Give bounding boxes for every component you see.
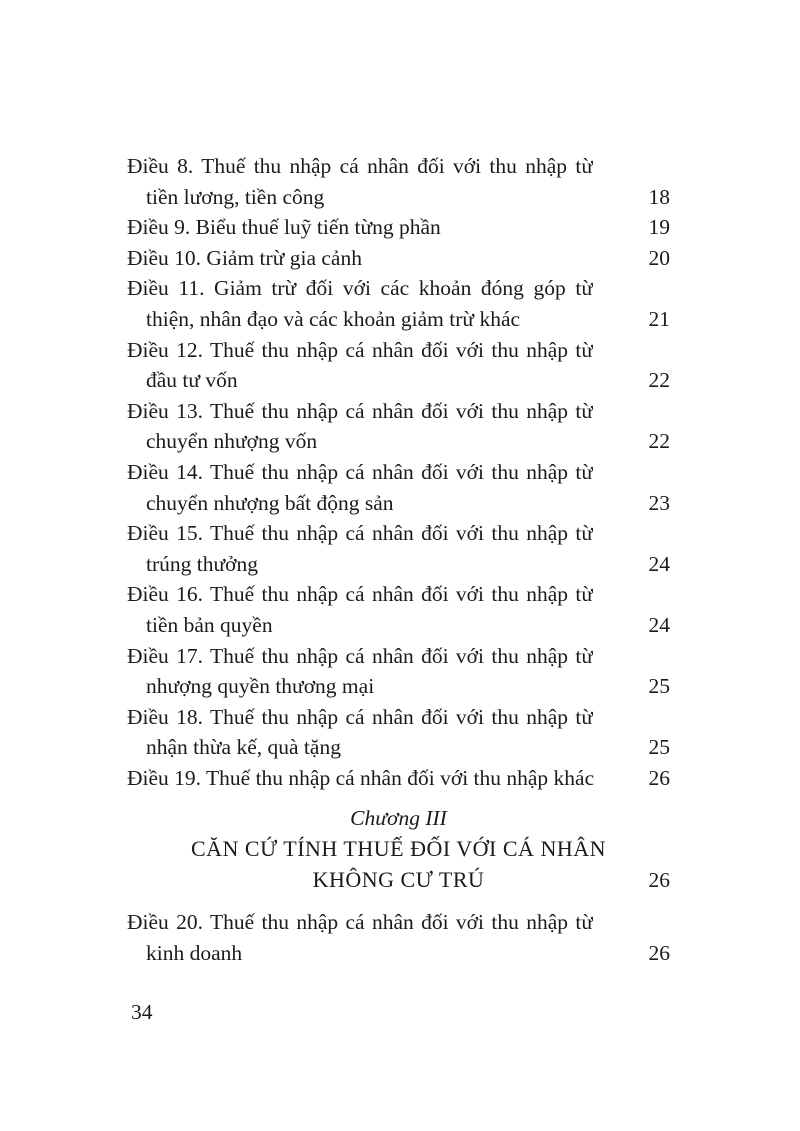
- chapter-heading: [127, 803, 670, 895]
- toc-entry-last-line: [127, 212, 670, 243]
- page-number: 26: [648, 765, 670, 790]
- toc-entry: [127, 907, 670, 968]
- toc-entries-before-chapter: [127, 151, 670, 793]
- page-number: 21: [648, 306, 670, 331]
- toc-entries-after-chapter: [127, 907, 670, 968]
- page-number: 23: [648, 490, 670, 515]
- toc-entry-continuation: chuyển nhượng vốn: [146, 429, 318, 454]
- page-number: 25: [648, 735, 670, 760]
- toc-entry-continuation: nhận thừa kế, quà tặng: [146, 735, 341, 760]
- page-number: 22: [648, 368, 670, 393]
- chapter-title-line1: CĂN CỨ TÍNH THUẾ ĐỐI VỚI CÁ NHÂN: [190, 836, 606, 862]
- toc-entry-last-line: [127, 182, 670, 213]
- chapter-label: Chương III: [350, 806, 447, 831]
- toc-entry-last-line: [127, 549, 670, 580]
- toc-entry: [127, 702, 670, 763]
- toc-entry-title-line: Điều 9. Biểu thuế luỹ tiến từng phần: [127, 215, 441, 240]
- toc-entry-title-line: Điều 11. Giảm trừ đối với các khoản đóng góp từ: [127, 276, 593, 301]
- toc-entry-continuation: nhượng quyền thương mại: [146, 674, 375, 699]
- toc-entry-title-line: Điều 15. Thuế thu nhập cá nhân đối với thu nhập từ: [127, 521, 593, 546]
- toc-entry-last-line: [127, 763, 670, 794]
- chapter-title-row: [127, 865, 670, 896]
- toc-entry: [127, 396, 670, 457]
- toc-entry: [127, 243, 670, 274]
- toc-entry-continuation: trúng thưởng: [146, 551, 259, 576]
- page-number: 18: [648, 184, 670, 209]
- toc-entry: [127, 212, 670, 243]
- toc-entry-title-line: Điều 19. Thuế thu nhập cá nhân đối với thu nhập khác: [127, 765, 595, 790]
- toc-entry-continuation: thiện, nhân đạo và các khoản giảm trừ khác: [146, 306, 521, 331]
- toc-entry-continuation: tiền lương, tiền công: [146, 184, 325, 209]
- toc-entry-title-line: Điều 18. Thuế thu nhập cá nhân đối với thu nhập từ: [127, 704, 593, 729]
- page-number: 20: [648, 245, 670, 270]
- toc-entry: [127, 763, 670, 794]
- toc-entry-last-line: [127, 732, 670, 763]
- toc-entry: [127, 457, 670, 518]
- toc-entry-title-line: Điều 17. Thuế thu nhập cá nhân đối với thu nhập từ: [127, 643, 593, 668]
- page-number: 24: [648, 551, 670, 576]
- toc-entry-title-line: Điều 8. Thuế thu nhập cá nhân đối với thu nhập từ: [127, 154, 593, 178]
- toc-entry-title-line: Điều 16. Thuế thu nhập cá nhân đối với thu nhập từ: [127, 582, 593, 607]
- table-of-contents: [127, 151, 670, 968]
- page-number: 22: [648, 429, 670, 454]
- page-number: 24: [648, 612, 670, 637]
- toc-entry: [127, 641, 670, 702]
- toc-entry: [127, 273, 670, 334]
- toc-entry-last-line: [127, 365, 670, 396]
- toc-entry-title-line: Điều 10. Giảm trừ gia cảnh: [127, 245, 362, 270]
- toc-entry-title-line: Điều 12. Thuế thu nhập cá nhân đối với thu nhập từ: [127, 337, 593, 362]
- toc-entry-continuation: chuyển nhượng bất động sản: [146, 490, 394, 515]
- toc-entry-last-line: [127, 671, 670, 702]
- folio-page-number: 34: [131, 1000, 153, 1024]
- toc-entry-title-line: Điều 20. Thuế thu nhập cá nhân đối với thu nhập từ: [127, 910, 593, 935]
- toc-entry-last-line: [127, 426, 670, 457]
- chapter-page-number: 26: [648, 867, 670, 892]
- toc-entry-title-line: Điều 14. Thuế thu nhập cá nhân đối với thu nhập từ: [127, 459, 593, 484]
- toc-entry-last-line: [127, 488, 670, 519]
- toc-entry-last-line: [127, 243, 670, 274]
- toc-entry-title-line: Điều 13. Thuế thu nhập cá nhân đối với thu nhập từ: [127, 398, 593, 423]
- page-number: 19: [648, 215, 670, 240]
- page-number: 26: [648, 940, 670, 965]
- toc-entry-continuation: đầu tư vốn: [146, 368, 238, 393]
- toc-entry-last-line: [127, 304, 670, 335]
- toc-entry-continuation: tiền bản quyền: [146, 612, 273, 637]
- page-number: 25: [648, 674, 670, 699]
- toc-entry: [127, 335, 670, 396]
- toc-entry: [127, 579, 670, 640]
- toc-entry-last-line: [127, 610, 670, 641]
- toc-entry: [127, 151, 670, 212]
- toc-entry: [127, 518, 670, 579]
- toc-entry-last-line: [127, 938, 670, 969]
- toc-entry-continuation: kinh doanh: [146, 940, 243, 965]
- chapter-title-line2: KHÔNG CƯ TRÚ: [312, 866, 485, 892]
